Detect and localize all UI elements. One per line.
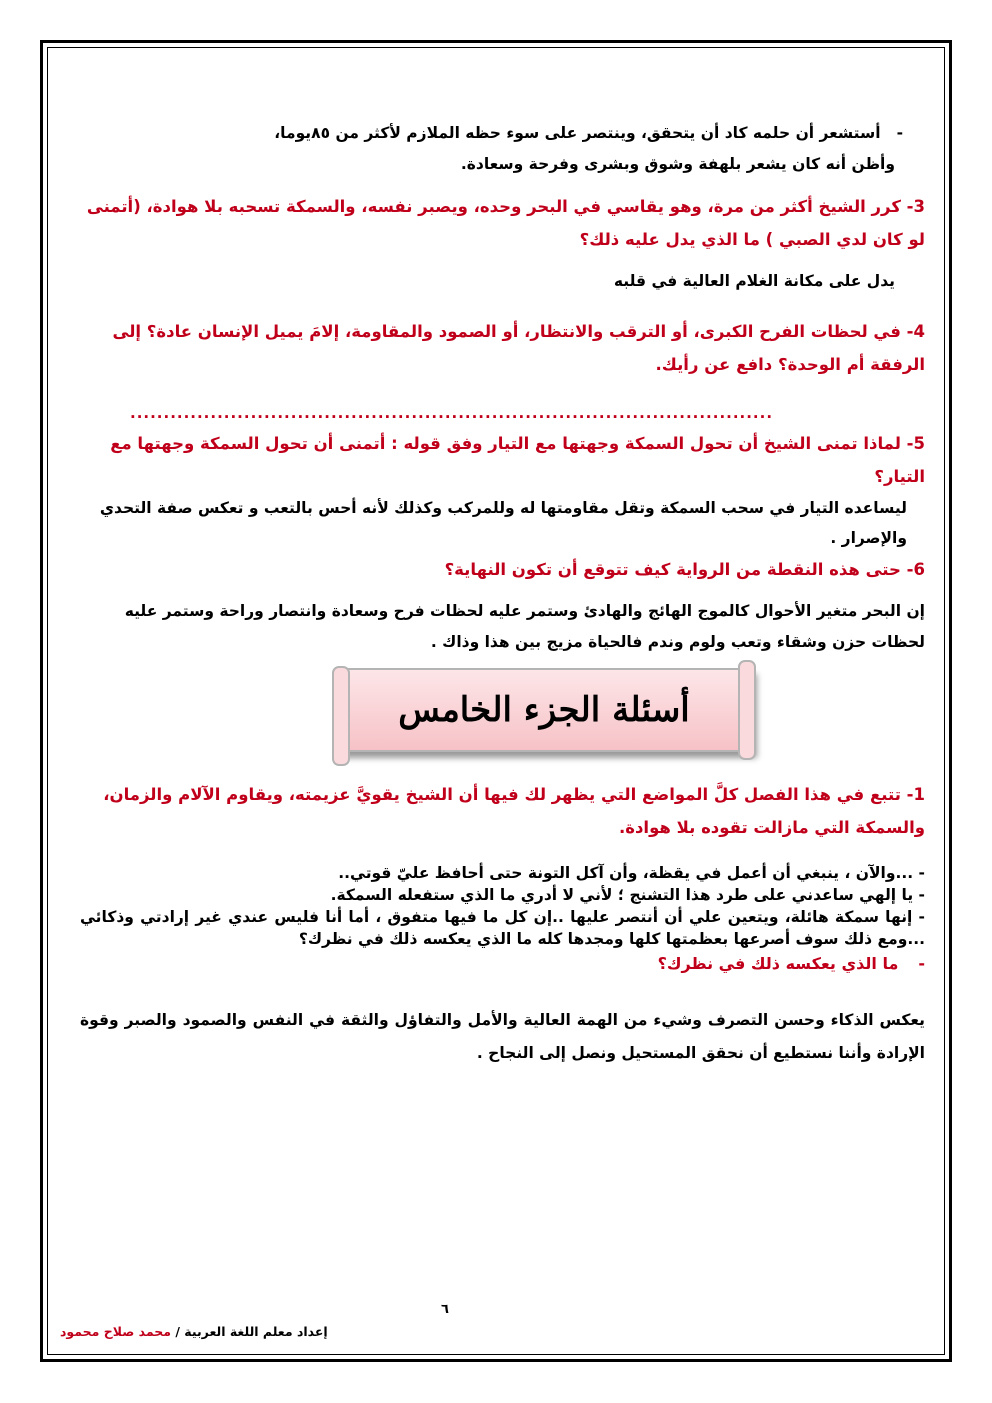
banner-title: أسئلة الجزء الخامس [398,690,690,730]
sub-bullet-dash: - [918,954,925,973]
bullet-dash: - [896,124,903,142]
quote-3: - إنها سمكة هائلة، ويتعين علي أن أنتصر عليها ..إن كل ما فيها متفوق ، أما أنا فليس عندي غير إرادتي وذكائي ...ومع ذلك سوف أصرعها بعظمتها كلها ومجدها كله ما الذي يعكسه ذلك في نظرك؟ [80,908,925,948]
footer-prepared-by: إعداد معلم اللغة العربية / [175,1324,328,1339]
page-number: ٦ [441,1302,449,1317]
document-body [80,118,925,1070]
answer-4-dotted-line: ................................................................................................ [130,404,774,422]
scroll-curl-left [332,666,350,766]
scroll-banner [336,668,752,752]
section1-text-line1: أستشعر أن حلمه كاد أن يتحقق، وينتصر على سوء حظه الملازم لأكثر من ٨٥يوما، [274,124,881,142]
answer-3: يدل على مكانة الغلام العالية في قلبه [613,272,895,290]
scroll-curl-right [738,660,756,760]
sub-question-row [80,950,925,978]
quote-2: - يا إلهي ساعدني على طرد هذا التشنج ؛ لأني لا أدري ما الذي ستفعله السمكة. [330,886,925,904]
answer-5: ليساعده التيار في سحب السمكة وتقل مقاومتها له وللمركب وكذلك لأنه أحس بالتعب و تعكس صفة التحدي والإصرار . [99,499,907,547]
question-5: 5- لماذا تمنى الشيخ أن تحول السمكة وجهتها مع التيار وفق قوله : أتمنى أن تحول السمكة وجهتها مع التيار؟ [110,434,925,486]
section1-text-line2: وأظن أنه كان يشعر بلهفة وشوق وبشرى وفرحة وسعادة. [460,155,895,173]
section1-line1 [80,118,925,149]
part5-question-1: 1- تتبع في هذا الفصل كلَّ المواضع التي يظهر لك فيها أن الشيخ يقويَّ عزيمته، ويقاوم الآلام والزمان، والسمكة التي مازالت تقوده بلا هوادة. [103,785,925,837]
sub-question: ما الذي يعكسه ذلك في نظرك؟ [657,954,899,973]
question-3: 3- كرر الشيخ أكثر من مرة، وهو يقاسي في البحر وحده، ويصبر نفسه، والسمكة تسحبه بلا هوادة، (أتمنى لو كان لدي الصبي ) ما الذي يدل عليه ذلك؟ [86,197,925,249]
answer-6: إن البحر متغير الأحوال كالموج الهائج والهادئ وستمر عليه لحظات فرح وسعادة وانتصار وراحة وستمر عليه لحظات حزن وشقاء وتعب ولوم وندم فالحياة مزيج بين هذا وذاك . [124,602,925,651]
footer-credit [60,1324,370,1339]
footer-author: محمد صلاح محمود [60,1324,172,1339]
question-6: 6- حتى هذه النقطة من الرواية كيف تتوقع أن تكون النهاية؟ [444,560,925,579]
quote-1: - ...والآن ، ينبغي أن أعمل في يقظة، وأن آكل التونة حتى أحافظ عليّ قوتي.. [338,864,925,882]
section-banner [80,658,925,768]
part5-answer-1: يعكس الذكاء وحسن التصرف وشيء من الهمة العالية والأمل والتفاؤل والثقة في النفس والصمود والصبر وقوة الإرادة وأننا نستطيع أن نحقق المستحيل ونصل إلى النجاح . [80,1011,925,1062]
question-4: 4- في لحظات الفرح الكبرى، أو الترقب والانتظار، أو الصمود والمقاومة، إلامَ يميل الإنسان عادة؟ إلى الرفقة أم الوحدة؟ دافع عن رأيك. [112,322,925,374]
